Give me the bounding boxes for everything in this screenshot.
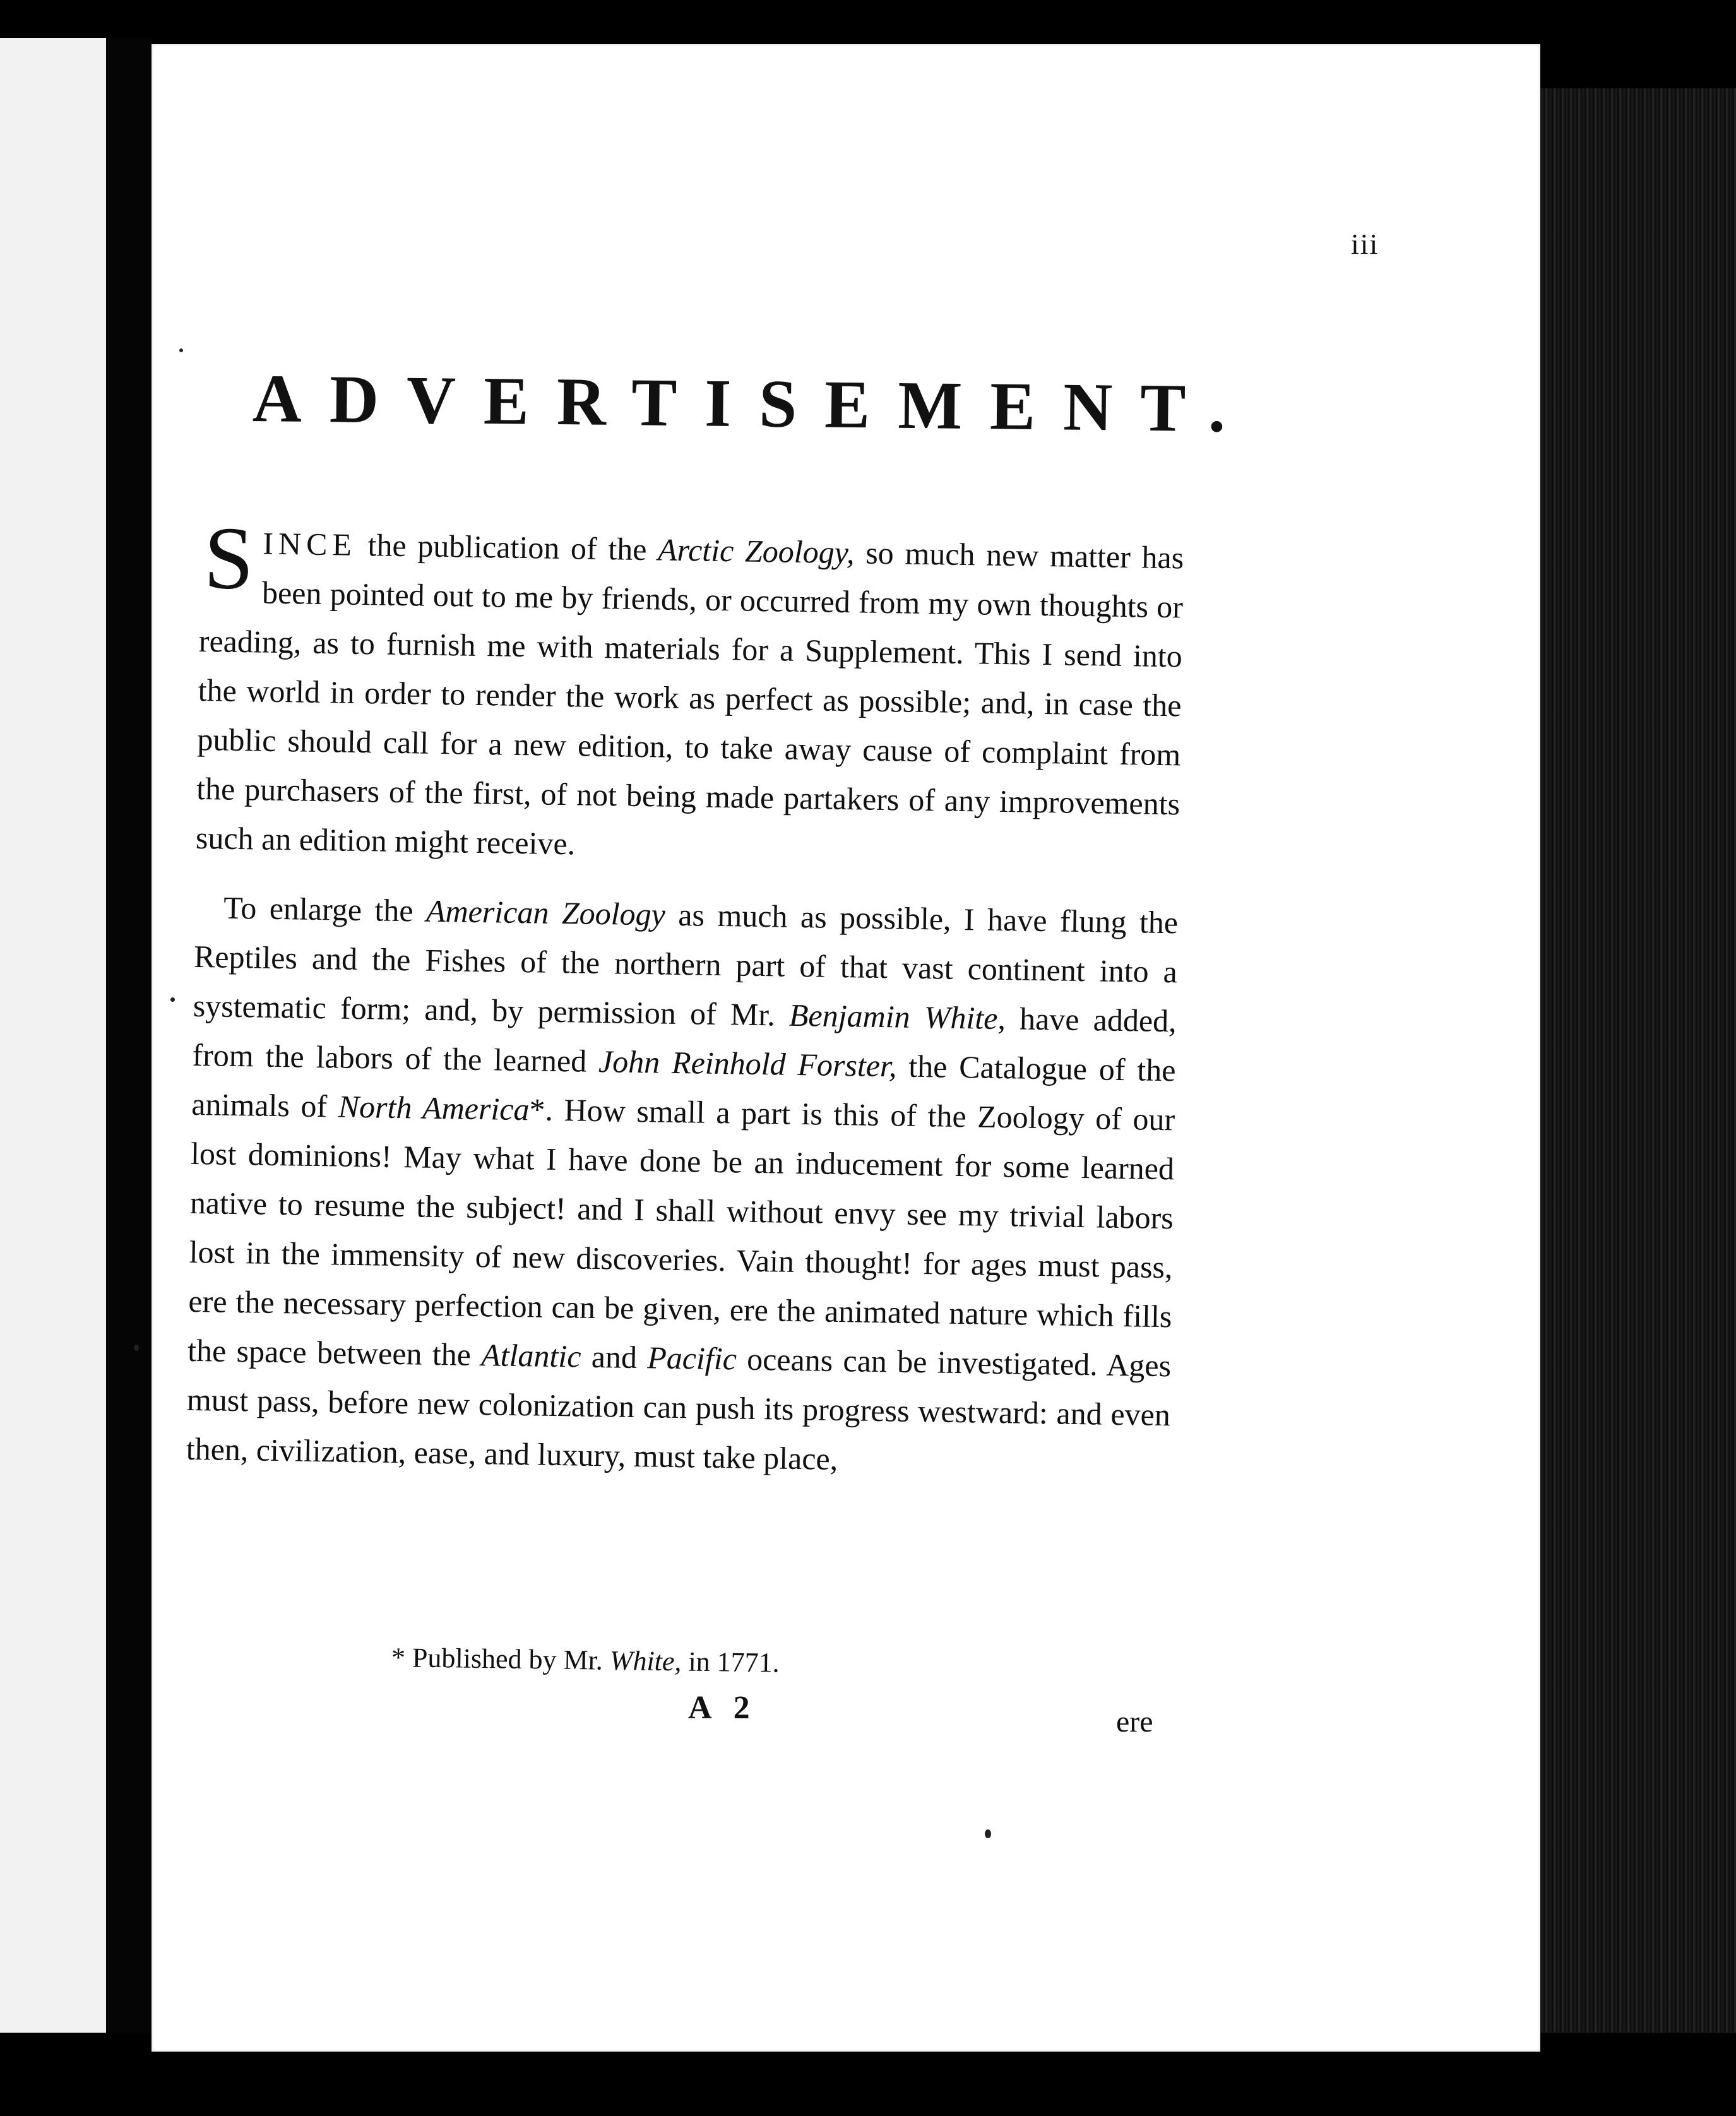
- paragraph-2: [186, 883, 1179, 1489]
- italic-run: Pacific: [646, 1340, 737, 1377]
- page-number: iii: [1351, 228, 1379, 260]
- ink-speck: [134, 1345, 139, 1351]
- printer-signature: A 2: [688, 1690, 758, 1726]
- text-run: so much new matter has been pointed out to me by friends, or occurred from my own thoughts or reading, as to furnish me with materials for a Supplement. This I send into the world in order to render the work as perfect as possible; and, in case the public should call for a new edition, to take away cause of complaint from the purchasers of the first, of not being made partakers of any improvements such an edition might receive.: [195, 535, 1184, 862]
- book-fore-edge: [1540, 88, 1736, 2033]
- italic-run: White,: [609, 1644, 682, 1677]
- text-run: the Catalogue of the animals of: [191, 1048, 1176, 1124]
- text-run: *. How small a part is this of the Zoology of our lost dominions! May what I have done be an inducement for some learned native to resume the subject! and I shall without envy see my trivial labors lost in the immensity of new discoveries. Vain thought! for ages must pass, ere the necessary perfection can be given, ere the animated nature which fills the space between the: [187, 1091, 1175, 1373]
- text-run: as much as possible, I have flung the Reptiles and the Fishes of the northern part of that vast continent into a systematic form; and, by permission of Mr.: [193, 896, 1179, 1033]
- text-run: oceans can be investigated. Ages must pass, before new colonization can push its progress westward: and even then, civilization, ease, and luxury, must take place,: [186, 1341, 1172, 1477]
- text-run: To enlarge the: [223, 889, 427, 929]
- gutter-shadow: [106, 38, 152, 2033]
- text-run: * Published by Mr.: [391, 1642, 610, 1676]
- text-run: in 1771.: [681, 1646, 780, 1679]
- ink-speck: [179, 348, 183, 352]
- page-title: ADVERTISEMENT.: [252, 361, 1254, 447]
- ink-speck: [170, 997, 175, 1002]
- italic-run: Atlantic: [480, 1337, 581, 1374]
- ink-speck: [985, 1829, 991, 1838]
- catchword: ere: [1116, 1705, 1153, 1739]
- italic-run: American Zoology: [425, 893, 666, 932]
- italic-run: Benjamin White,: [788, 997, 1006, 1037]
- text-run: and: [581, 1338, 648, 1376]
- italic-run: John Reinhold Forster,: [598, 1043, 897, 1084]
- lead-word: INCE: [262, 525, 357, 562]
- drop-cap: S: [203, 508, 255, 609]
- body-text: [186, 508, 1184, 1509]
- italic-run: North America: [338, 1088, 530, 1127]
- facing-page-edge: [0, 38, 106, 2033]
- text-run: the publication of the: [356, 526, 658, 568]
- paragraph-1: [195, 508, 1184, 877]
- italic-run: Arctic Zoology,: [657, 532, 855, 571]
- text-run: have added, from the labors of the learned: [192, 1001, 1177, 1079]
